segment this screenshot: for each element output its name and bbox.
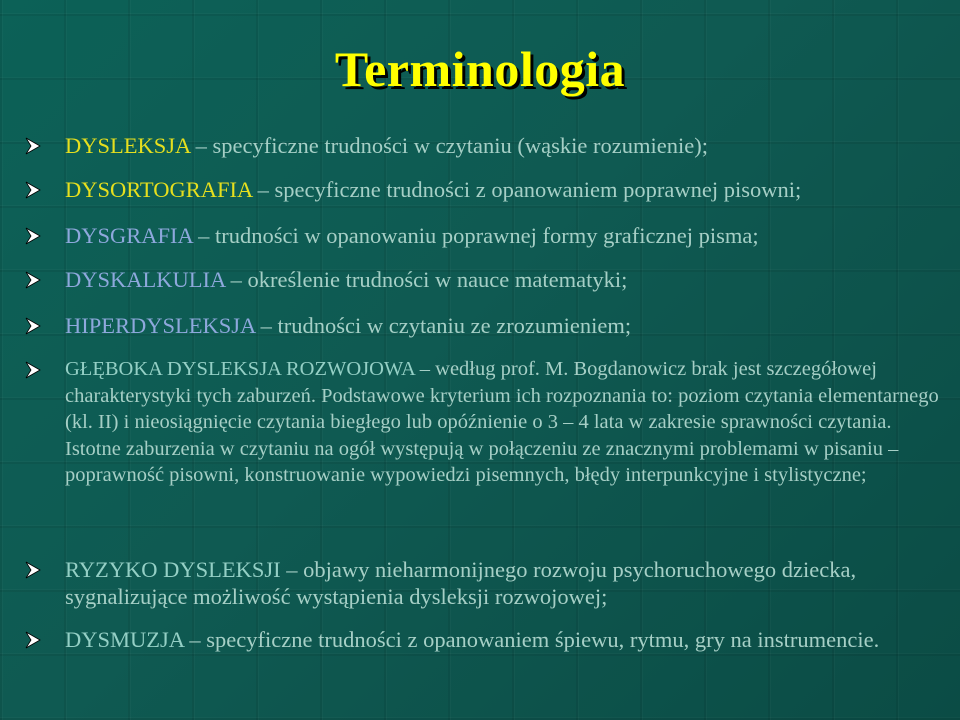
list-item bbox=[20, 132, 960, 159]
term-dash: – bbox=[252, 177, 275, 202]
term-definition: specyficzne trudności z opanowaniem śpiewu, rytmu, gry na instrumencie. bbox=[206, 627, 880, 652]
term-label: DYSORTOGRAFIA bbox=[65, 177, 253, 202]
arrow-head-bullet-icon bbox=[22, 315, 44, 337]
term-label: GŁĘBOKA DYSLEKSJA ROZWOJOWA bbox=[65, 358, 415, 380]
term-label: DYSMUZJA bbox=[65, 627, 184, 652]
term-label: DYSGRAFIA bbox=[65, 223, 193, 248]
term-definition: specyficzne trudności z opanowaniem poprawnej pisowni; bbox=[274, 177, 802, 202]
term-label: RYZYKO DYSLEKSJI bbox=[65, 557, 281, 582]
term-dash: – bbox=[414, 358, 436, 380]
arrow-head-bullet-icon bbox=[22, 135, 44, 157]
term-label: DYSKALKULIA bbox=[65, 267, 225, 292]
arrow-head-bullet-icon bbox=[22, 225, 44, 247]
list-item bbox=[20, 176, 960, 203]
term-definition: według prof. M. Bogdanowicz brak jest szczegółowej charakterystyki tych zaburzeń. Podstawowe kryterium ich rozpoznania to: poziom czytania elementarnego (kl. II) i nieosiągnięcie czytania biegłego lub opóźnienie o 3 – 4 lata w zakresie sprawności czytania. Istotne zaburzenia w czytaniu na ogół występują w połączeniu ze znacznymi problemami w pisaniu – poprawność pisowni, konstruowanie wypowiedzi pisemnych, błędy interpunkcyjne i stylistyczne; bbox=[65, 358, 939, 486]
arrow-head-bullet-icon bbox=[22, 629, 44, 651]
list-item bbox=[20, 626, 930, 653]
list-item bbox=[20, 556, 930, 610]
slide-title: Terminologia bbox=[334, 41, 626, 97]
term-dash: – bbox=[190, 133, 213, 158]
term-dash: – bbox=[192, 223, 216, 248]
term-label: DYSLEKSJA bbox=[65, 133, 191, 158]
term-dash: – bbox=[280, 557, 304, 582]
term-definition: trudności w opanowaniu poprawnej formy graficznej pisma; bbox=[215, 223, 759, 248]
term-dash: – bbox=[225, 267, 248, 292]
term-dash: – bbox=[183, 627, 207, 652]
arrow-head-bullet-icon bbox=[22, 359, 44, 381]
arrow-head-bullet-icon bbox=[22, 559, 44, 581]
list-item bbox=[20, 266, 960, 293]
term-definition: specyficzne trudności w czytaniu (wąskie rozumienie); bbox=[212, 133, 708, 158]
arrow-head-bullet-icon bbox=[22, 269, 44, 291]
arrow-head-bullet-icon bbox=[22, 179, 44, 201]
list-item bbox=[20, 312, 960, 339]
term-definition: trudności w czytaniu ze zrozumieniem; bbox=[277, 313, 632, 338]
term-dash: – bbox=[255, 313, 278, 338]
list-item bbox=[20, 222, 960, 249]
term-label: HIPERDYSLEKSJA bbox=[65, 313, 256, 338]
term-definition: określenie trudności w nauce matematyki; bbox=[247, 267, 628, 292]
term-definition: objawy nieharmonijnego rozwoju psychoruchowego dziecka, sygnalizujące możliwość wystąpienia dysleksji rozwojowej; bbox=[65, 557, 857, 609]
list-item bbox=[20, 356, 940, 489]
